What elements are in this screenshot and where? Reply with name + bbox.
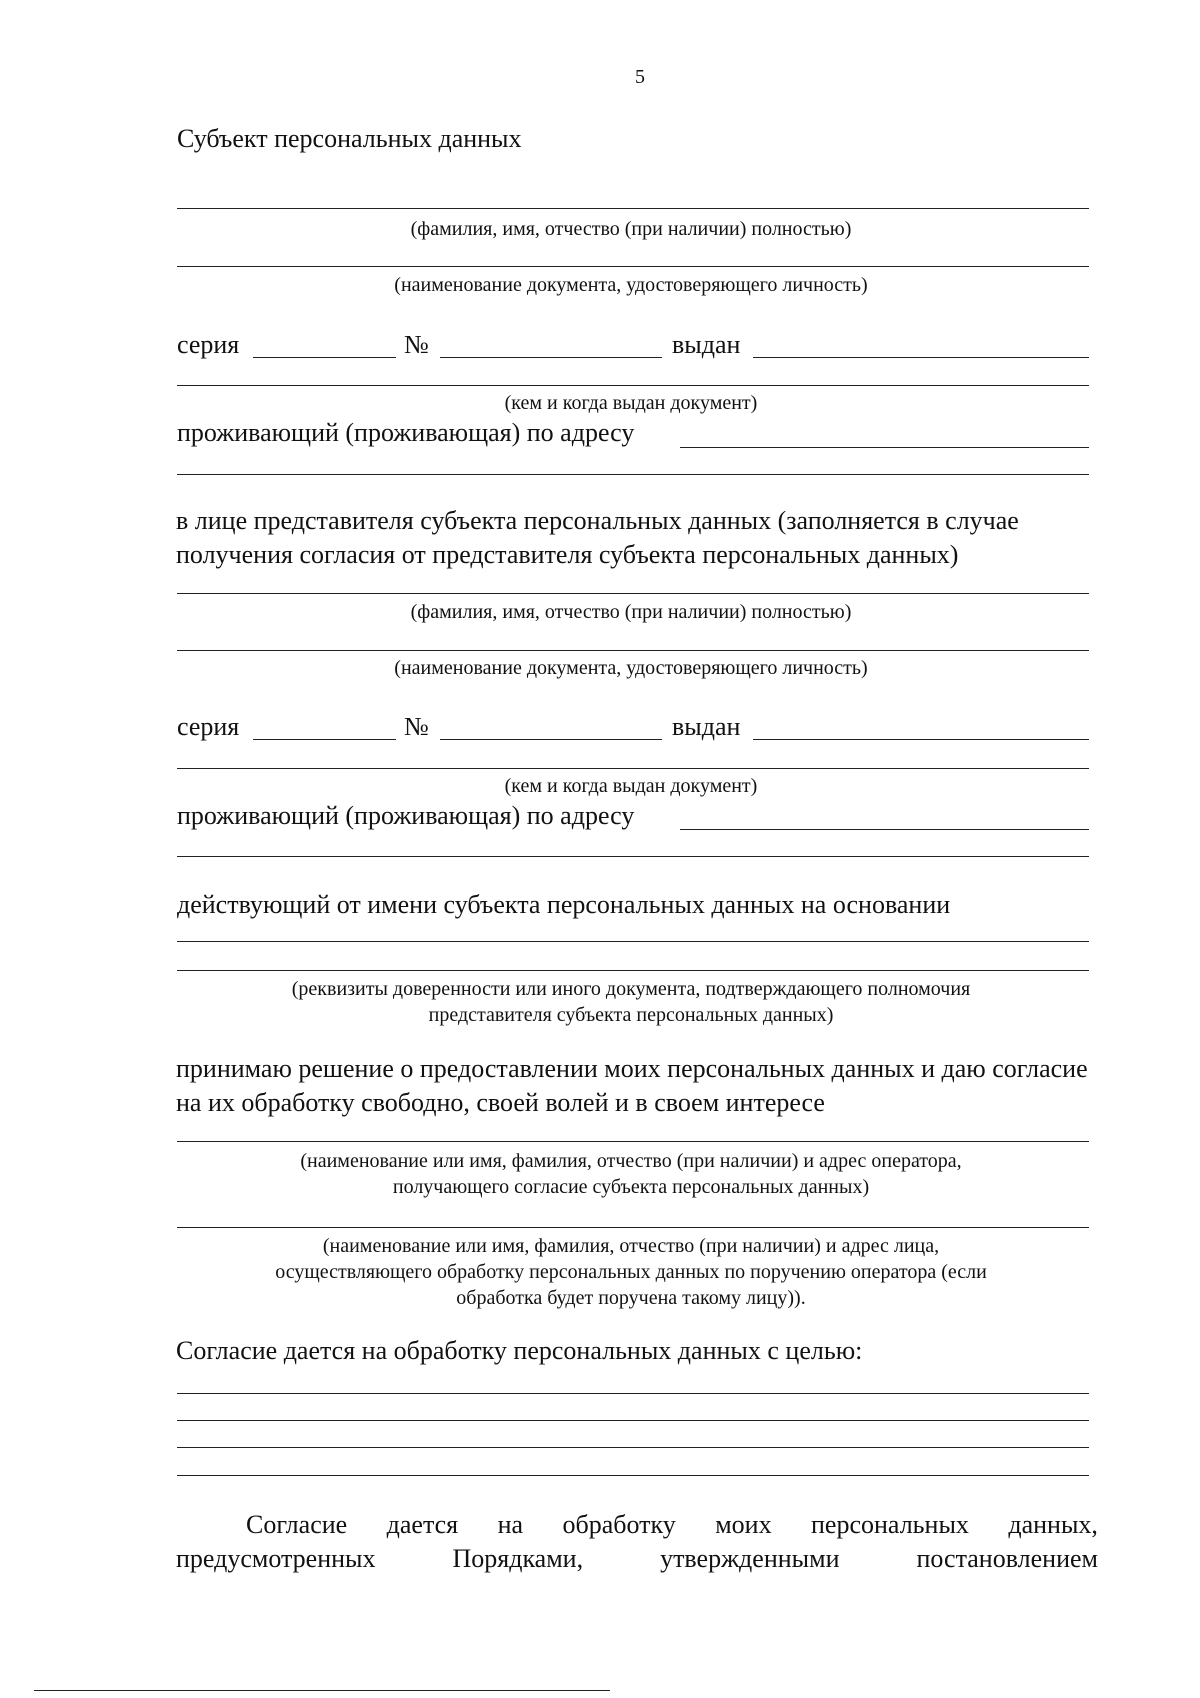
final-word: предусмотренных	[176, 1544, 376, 1573]
rep-series-label: серия	[177, 712, 240, 741]
rep-address-field[interactable]	[680, 829, 1089, 830]
decision-text: принимаю решение о предоставлении моих персональных данных и даю согласие на их обработку свободно, своей волей и в своем интересе	[176, 1054, 1088, 1117]
final-word: данных,	[1008, 1510, 1098, 1539]
page-number: 5	[635, 66, 645, 88]
caption-fio: (фамилия, имя, отчество (при наличии) полностью)	[410, 218, 852, 240]
rep-number-label: №	[404, 712, 429, 741]
rep-fio-line[interactable]	[177, 593, 1089, 594]
purpose-text: Согласие дается на обработку персональных данных с целью:	[176, 1336, 863, 1365]
final-word: постановлением	[916, 1544, 1098, 1573]
processor-line[interactable]	[177, 1227, 1089, 1228]
representative-text: в лице представителя субъекта персональных данных (заполняется в случае получения согласия от представителя субъекта персональных данных)	[176, 506, 1019, 569]
caption-processor-1: (наименование или имя, фамилия, отчество (при наличии) и адрес лица,	[322, 1235, 940, 1257]
rep-number-field[interactable]	[440, 739, 662, 740]
final-paragraph-line-2	[176, 1544, 1098, 1574]
footnote-separator	[34, 1690, 610, 1691]
caption-operator-2: получающего согласие субъекта персональных данных)	[392, 1176, 870, 1198]
address-field[interactable]	[680, 447, 1089, 448]
caption-rep-issued: (кем и когда выдан документ)	[504, 775, 758, 797]
series-label: серия	[177, 330, 240, 359]
purpose-line-1[interactable]	[177, 1393, 1089, 1394]
final-paragraph-line-1	[246, 1510, 1098, 1540]
caption-rep-document: (наименование документа, удостоверяющего личность)	[394, 657, 868, 679]
final-word: персональных	[811, 1510, 969, 1539]
caption-processor-2: осуществляющего обработку персональных данных по поручению оператора (если	[275, 1261, 987, 1283]
number-label: №	[404, 330, 429, 359]
fio-line[interactable]	[177, 208, 1089, 209]
authority-line-1[interactable]	[177, 941, 1089, 942]
final-word: обработку	[562, 1510, 676, 1539]
caption-authority-2: представителя субъекта персональных данных)	[428, 1004, 834, 1026]
authority-line-2[interactable]	[177, 970, 1089, 971]
rep-issued-field[interactable]	[753, 739, 1089, 740]
caption-issued: (кем и когда выдан документ)	[504, 392, 758, 414]
final-word: утвержденными	[660, 1544, 840, 1573]
document-line[interactable]	[177, 266, 1089, 267]
purpose-line-2[interactable]	[177, 1420, 1089, 1421]
caption-rep-fio: (фамилия, имя, отчество (при наличии) полностью)	[410, 601, 852, 623]
final-word: Порядками,	[452, 1544, 584, 1573]
final-word: дается	[386, 1510, 459, 1539]
rep-issued-label: выдан	[672, 712, 741, 741]
final-word: на	[497, 1510, 524, 1539]
final-word: Согласие	[246, 1510, 348, 1539]
acting-text: действующий от имени субъекта персональных данных на основании	[177, 890, 951, 919]
rep-address-line-2[interactable]	[177, 856, 1089, 857]
caption-operator-1: (наименование или имя, фамилия, отчество (при наличии) и адрес оператора,	[300, 1150, 962, 1172]
caption-document: (наименование документа, удостоверяющего личность)	[394, 274, 868, 296]
rep-series-field[interactable]	[253, 739, 396, 740]
caption-processor-3: обработка будет поручена такому лицу)).	[456, 1287, 806, 1309]
final-word: моих	[715, 1510, 772, 1539]
caption-authority-1: (реквизиты доверенности или иного документа, подтверждающего полномочия	[291, 978, 971, 1000]
issued-by-line[interactable]	[177, 385, 1089, 386]
issued-field[interactable]	[753, 357, 1089, 358]
operator-line[interactable]	[177, 1141, 1089, 1142]
rep-issued-by-line[interactable]	[177, 768, 1089, 769]
address-line-2[interactable]	[177, 474, 1089, 475]
purpose-line-4[interactable]	[177, 1475, 1089, 1476]
rep-address-label: проживающий (проживающая) по адресу	[177, 801, 635, 830]
subject-heading: Субъект персональных данных	[177, 124, 522, 153]
series-field[interactable]	[253, 357, 396, 358]
rep-document-line[interactable]	[177, 650, 1089, 651]
address-label: проживающий (проживающая) по адресу	[177, 418, 635, 447]
purpose-line-3[interactable]	[177, 1447, 1089, 1448]
number-field[interactable]	[440, 357, 662, 358]
issued-label: выдан	[672, 330, 741, 359]
